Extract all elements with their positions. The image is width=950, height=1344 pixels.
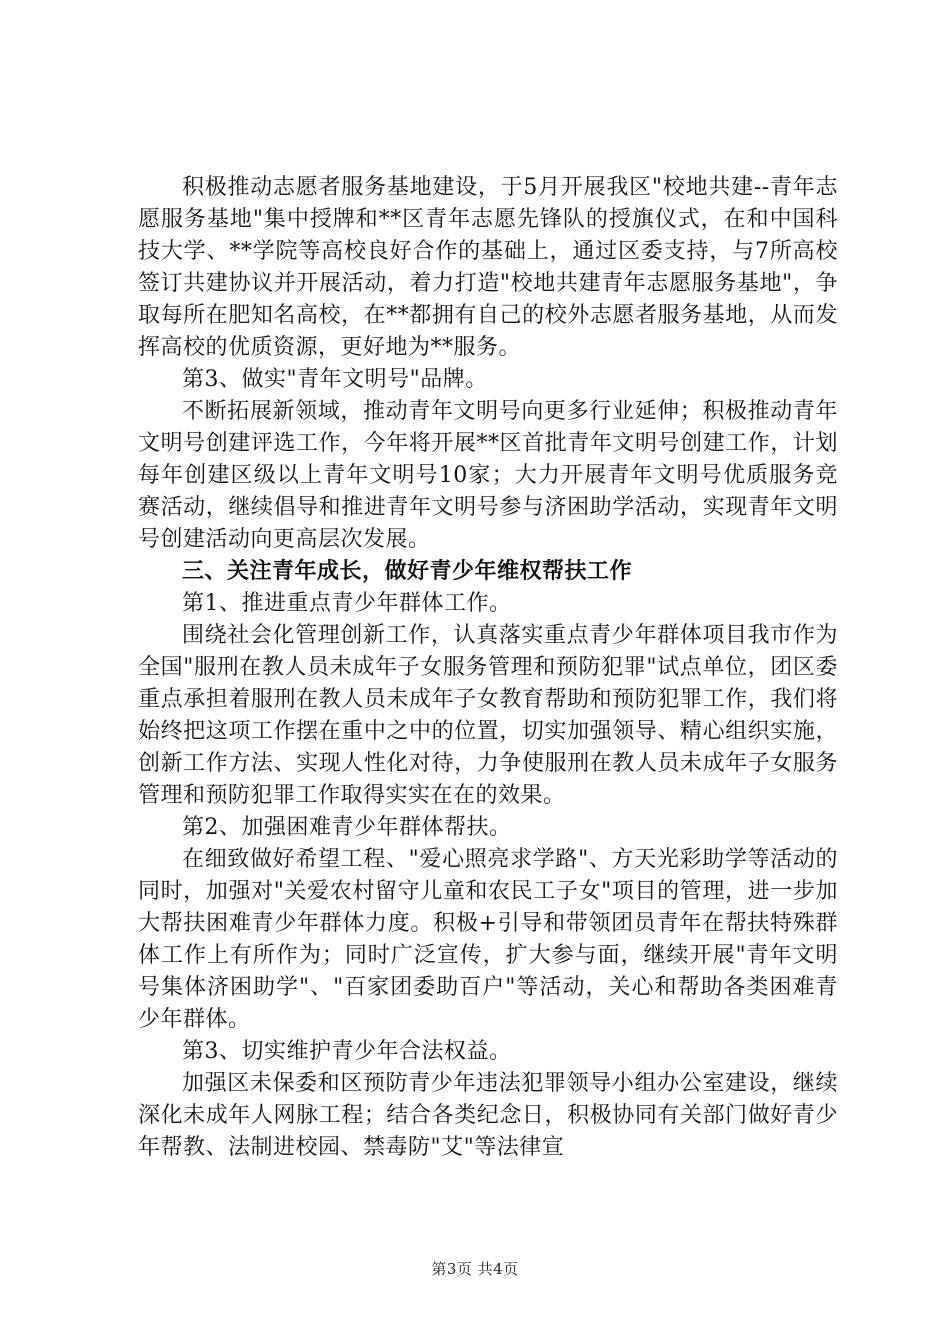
paragraph-assistance-title: 第2、加强困难青少年群体帮扶。 <box>182 815 512 840</box>
page-number-footer: 第3页 共4页 <box>431 1260 519 1278</box>
paragraph-rights-title: 第3、切实维护青少年合法权益。 <box>182 1039 512 1064</box>
paragraph-volunteer-base: 积极推动志愿者服务基地建设，于5月开展我区"校地共建--青年志愿服务基地"集中授牌和**区青年志愿先锋队的授旗仪式，在和中国科技大学、**学院等高校良好合作的基础上，通过区委支持，与7所高校签订共建协议并开展活动，着力打造"校地共建青年志愿服务基地"，争取每所在肥知名高校，在**都拥有自己的校外志愿者服务基地，从而发挥高校的优质资源，更好地为**服务。 <box>138 175 838 360</box>
paragraph-assistance: 在细致做好希望工程、"爱心照亮求学路"、方天光彩助学等活动的同时，加强对"关爱农村留守儿童和农民工子女"项目的管理，进一步加大帮扶困难青少年群体力度。积极+引导和带领团员青年在帮扶特殊群体工作上有所作为；同时广泛宣传，扩大参与面，继续开展"青年文明号集体济困助学"、"百家团委助百户"等活动，关心和帮助各类困难青少年群体。 <box>138 847 838 1032</box>
paragraph-rights: 加强区未保委和区预防青少年违法犯罪领导小组办公室建设，继续深化未成年人网脉工程；结合各类纪念日，积极协同有关部门做好青少年帮教、法制进校园、禁毒防"艾"等法律宣 <box>138 1071 838 1160</box>
paragraph-key-groups-title: 第1、推进重点青少年群体工作。 <box>182 591 512 616</box>
section-heading-youth-growth: 三、关注青年成长，做好青少年维权帮扶工作 <box>182 559 633 584</box>
document-body <box>138 172 838 1164</box>
paragraph-civilization-brand-title: 第3、做实"青年文明号"品牌。 <box>182 367 488 392</box>
paragraph-key-groups: 围绕社会化管理创新工作，认真落实重点青少年群体项目我市作为全国"服刑在教人员未成年子女服务管理和预防犯罪"试点单位，团区委重点承担着服刑在教人员未成年子女教育帮助和预防犯罪工作，我们将始终把这项工作摆在重中之中的位置，切实加强领导、精心组织实施，创新工作方法、实现人性化对待，力争使服刑在教人员未成年子女服务管理和预防犯罪工作取得实实在在的效果。 <box>138 623 838 808</box>
paragraph-civilization-brand: 不断拓展新领域，推动青年文明号向更多行业延伸；积极推动青年文明号创建评选工作，今年将开展**区首批青年文明号创建工作，计划每年创建区级以上青年文明号10家；大力开展青年文明号优质服务竞赛活动，继续倡导和推进青年文明号参与济困助学活动，实现青年文明号创建活动向更高层次发展。 <box>138 399 838 552</box>
